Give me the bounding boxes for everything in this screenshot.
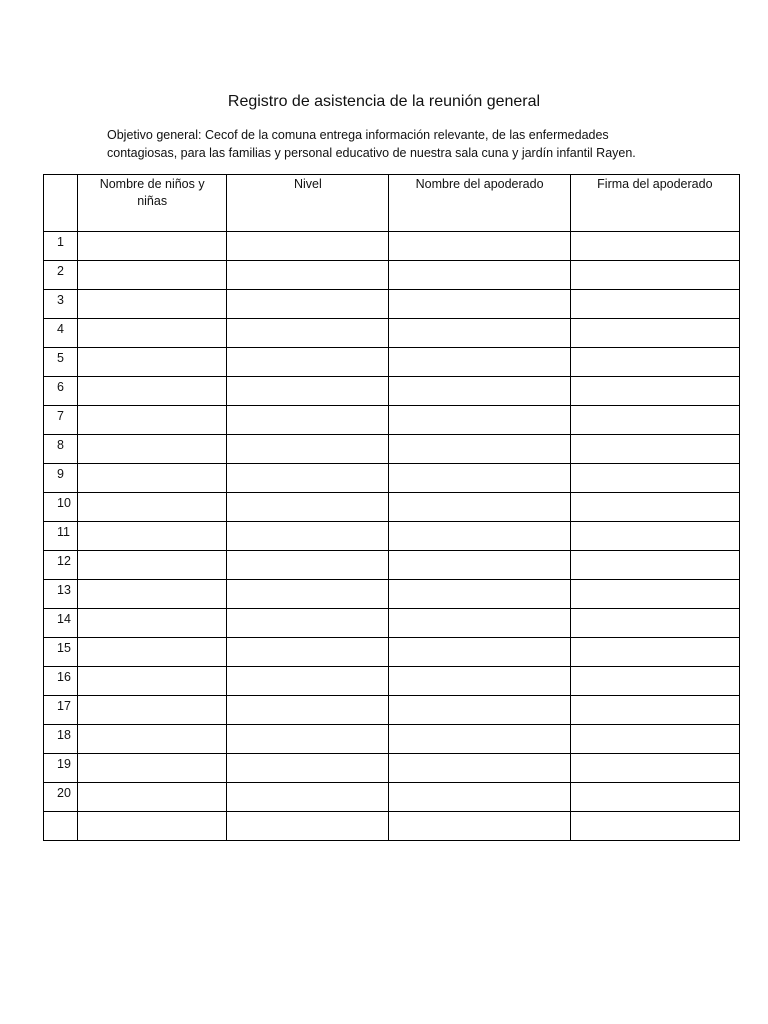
guardian-name-cell[interactable] (389, 464, 570, 493)
guardian-name-cell[interactable] (389, 725, 570, 754)
table-row (44, 638, 740, 667)
child-name-cell[interactable] (78, 609, 227, 638)
table-row (44, 812, 740, 841)
guardian-name-cell[interactable] (389, 319, 570, 348)
child-name-cell[interactable] (78, 696, 227, 725)
guardian-name-cell[interactable] (389, 580, 570, 609)
document-title: Registro de asistencia de la reunión general (227, 93, 541, 110)
table-row (44, 232, 740, 261)
child-name-cell[interactable] (78, 522, 227, 551)
row-number: 8 (44, 435, 78, 464)
guardian-signature-cell[interactable] (570, 348, 739, 377)
table-header-row (44, 175, 740, 232)
header-child-name-label: Nombre de niños y niñas (99, 177, 205, 208)
row-number: 9 (44, 464, 78, 493)
table-row (44, 580, 740, 609)
guardian-name-cell[interactable] (389, 609, 570, 638)
guardian-signature-cell[interactable] (570, 812, 739, 841)
guardian-signature-cell[interactable] (570, 667, 739, 696)
child-name-cell[interactable] (78, 493, 227, 522)
guardian-signature-cell[interactable] (570, 261, 739, 290)
header-guardian-signature-label: Firma del apoderado (597, 177, 713, 191)
guardian-name-cell[interactable] (389, 638, 570, 667)
table-row (44, 435, 740, 464)
level-cell[interactable] (227, 696, 389, 725)
guardian-name-cell[interactable] (389, 406, 570, 435)
level-cell[interactable] (227, 783, 389, 812)
child-name-cell[interactable] (78, 464, 227, 493)
row-number: 16 (44, 667, 78, 696)
table-row (44, 551, 740, 580)
guardian-signature-cell[interactable] (570, 580, 739, 609)
guardian-signature-cell[interactable] (570, 319, 739, 348)
header-guardian-name (389, 175, 570, 232)
row-number: 14 (44, 609, 78, 638)
level-cell[interactable] (227, 609, 389, 638)
guardian-signature-cell[interactable] (570, 522, 739, 551)
guardian-signature-cell[interactable] (570, 290, 739, 319)
row-number: 15 (44, 638, 78, 667)
guardian-signature-cell[interactable] (570, 435, 739, 464)
table-row (44, 667, 740, 696)
level-cell[interactable] (227, 725, 389, 754)
attendance-table (43, 174, 740, 841)
guardian-name-cell[interactable] (389, 667, 570, 696)
row-number: 19 (44, 754, 78, 783)
guardian-name-cell[interactable] (389, 348, 570, 377)
objective-paragraph (107, 126, 667, 162)
child-name-cell[interactable] (78, 232, 227, 261)
level-cell[interactable] (227, 754, 389, 783)
row-number: 11 (44, 522, 78, 551)
row-number: 10 (44, 493, 78, 522)
level-cell[interactable] (227, 406, 389, 435)
guardian-name-cell[interactable] (389, 435, 570, 464)
level-cell[interactable] (227, 232, 389, 261)
row-number: 5 (44, 348, 78, 377)
level-cell[interactable] (227, 290, 389, 319)
guardian-signature-cell[interactable] (570, 551, 739, 580)
row-number: 7 (44, 406, 78, 435)
level-cell[interactable] (227, 493, 389, 522)
table-row (44, 290, 740, 319)
row-number: 20 (44, 783, 78, 812)
child-name-cell[interactable] (78, 551, 227, 580)
row-number: 13 (44, 580, 78, 609)
header-level-label: Nivel (293, 177, 322, 191)
level-cell[interactable] (227, 435, 389, 464)
guardian-signature-cell[interactable] (570, 638, 739, 667)
row-number (44, 812, 78, 841)
level-cell[interactable] (227, 261, 389, 290)
table-row (44, 493, 740, 522)
guardian-name-cell[interactable] (389, 754, 570, 783)
level-cell[interactable] (227, 377, 389, 406)
level-cell[interactable] (227, 812, 389, 841)
row-number: 18 (44, 725, 78, 754)
table-row (44, 319, 740, 348)
guardian-name-cell[interactable] (389, 812, 570, 841)
row-number: 3 (44, 290, 78, 319)
level-cell[interactable] (227, 348, 389, 377)
guardian-signature-cell[interactable] (570, 725, 739, 754)
row-number: 4 (44, 319, 78, 348)
header-number (44, 175, 78, 232)
table-row (44, 696, 740, 725)
table-row (44, 406, 740, 435)
row-number: 6 (44, 377, 78, 406)
objective-line: Objetivo general: Cecof de la comuna entrega información relevante, de las enfermedades (107, 128, 609, 142)
guardian-name-cell[interactable] (389, 551, 570, 580)
table-row (44, 754, 740, 783)
level-cell[interactable] (227, 522, 389, 551)
child-name-cell[interactable] (78, 261, 227, 290)
row-number: 1 (44, 232, 78, 261)
table-row (44, 609, 740, 638)
guardian-signature-cell[interactable] (570, 232, 739, 261)
table-row (44, 725, 740, 754)
row-number: 12 (44, 551, 78, 580)
child-name-cell[interactable] (78, 667, 227, 696)
guardian-name-cell[interactable] (389, 377, 570, 406)
child-name-cell[interactable] (78, 580, 227, 609)
guardian-name-cell[interactable] (389, 522, 570, 551)
child-name-cell[interactable] (78, 638, 227, 667)
level-cell[interactable] (227, 464, 389, 493)
child-name-cell[interactable] (78, 348, 227, 377)
guardian-name-cell[interactable] (389, 261, 570, 290)
table-row (44, 377, 740, 406)
header-level (227, 175, 389, 232)
guardian-name-cell[interactable] (389, 290, 570, 319)
level-cell[interactable] (227, 551, 389, 580)
table-row (44, 783, 740, 812)
guardian-signature-cell[interactable] (570, 464, 739, 493)
child-name-cell[interactable] (78, 406, 227, 435)
child-name-cell[interactable] (78, 435, 227, 464)
child-name-cell[interactable] (78, 725, 227, 754)
table-row (44, 464, 740, 493)
row-number: 17 (44, 696, 78, 725)
child-name-cell[interactable] (78, 783, 227, 812)
header-child-name (78, 175, 227, 232)
child-name-cell[interactable] (78, 290, 227, 319)
child-name-cell[interactable] (78, 319, 227, 348)
level-cell[interactable] (227, 580, 389, 609)
level-cell[interactable] (227, 319, 389, 348)
guardian-signature-cell[interactable] (570, 696, 739, 725)
guardian-name-cell[interactable] (389, 232, 570, 261)
level-cell[interactable] (227, 667, 389, 696)
child-name-cell[interactable] (78, 812, 227, 841)
table-row (44, 348, 740, 377)
guardian-name-cell[interactable] (389, 493, 570, 522)
attendance-table-body (44, 232, 740, 841)
row-number: 2 (44, 261, 78, 290)
guardian-name-cell[interactable] (389, 696, 570, 725)
guardian-name-cell[interactable] (389, 783, 570, 812)
objective-line: contagiosas, para las familias y personal educativo de nuestra sala cuna y jardín infantil Rayen. (107, 146, 636, 160)
child-name-cell[interactable] (78, 754, 227, 783)
guardian-signature-cell[interactable] (570, 783, 739, 812)
table-row (44, 522, 740, 551)
header-guardian-name-label: Nombre del apoderado (415, 177, 544, 191)
guardian-signature-cell[interactable] (570, 754, 739, 783)
guardian-signature-cell[interactable] (570, 493, 739, 522)
child-name-cell[interactable] (78, 377, 227, 406)
guardian-signature-cell[interactable] (570, 406, 739, 435)
table-row (44, 261, 740, 290)
header-guardian-signature (570, 175, 739, 232)
level-cell[interactable] (227, 638, 389, 667)
guardian-signature-cell[interactable] (570, 377, 739, 406)
guardian-signature-cell[interactable] (570, 609, 739, 638)
